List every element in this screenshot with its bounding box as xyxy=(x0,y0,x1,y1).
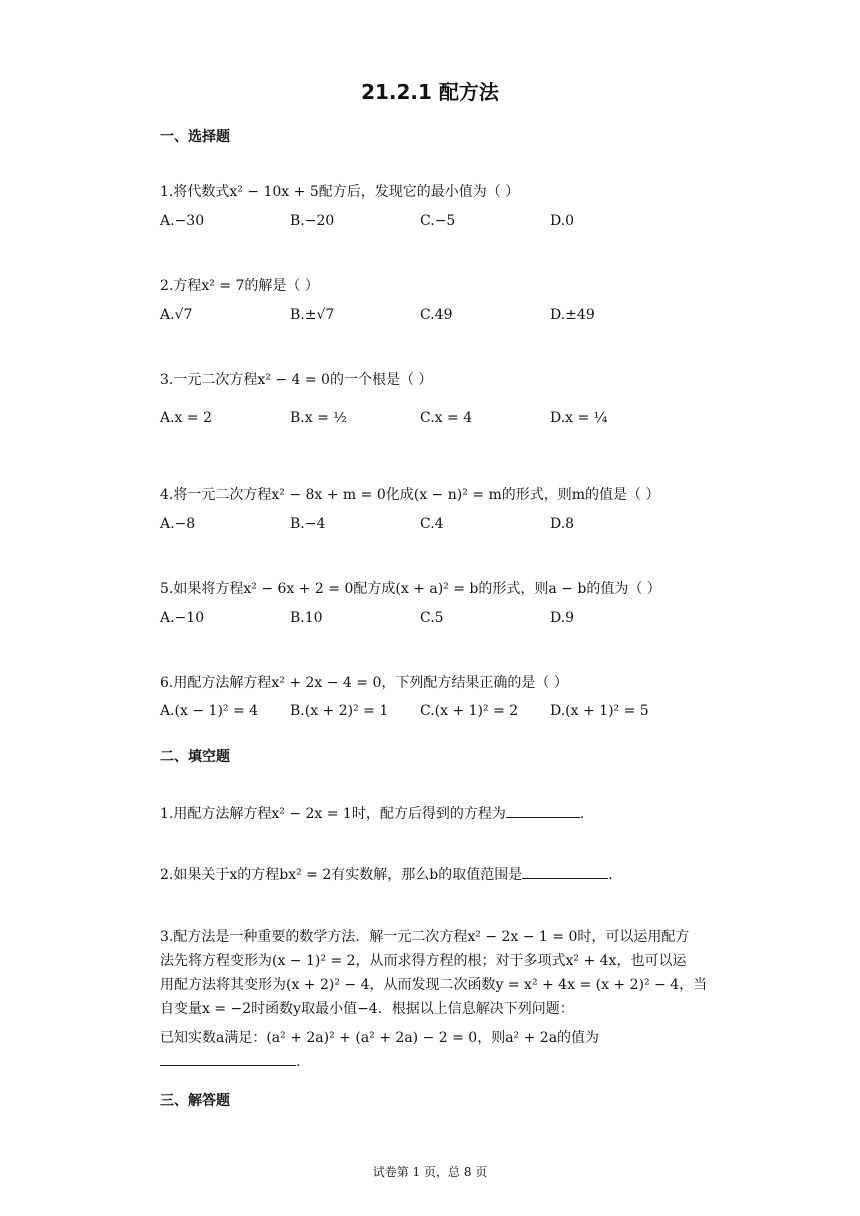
option-d: D.x = ¼ xyxy=(550,410,608,426)
option-a: A.x = 2 xyxy=(160,410,212,426)
choice-question-1-stem: 1.将代数式x² − 10x + 5配方后，发现它的最小值为（ ） xyxy=(160,184,520,200)
option-b: B.−4 xyxy=(290,516,326,532)
section-heading-choice: 一、选择题 xyxy=(160,129,230,145)
option-c: C.49 xyxy=(420,307,453,323)
option-b: B.x = ½ xyxy=(290,410,347,426)
option-b: B.10 xyxy=(290,610,323,626)
option-c: C.5 xyxy=(420,610,444,626)
option-b: B.±√7 xyxy=(290,307,335,323)
page-title: 21.2.1 配方法 xyxy=(361,80,499,104)
option-a: A.−8 xyxy=(160,516,196,532)
choice-question-6-stem: 6.用配方法解方程x² + 2x − 4 = 0，下列配方结果正确的是（ ） xyxy=(160,675,568,691)
option-b: B.−20 xyxy=(290,213,335,229)
fill-question-3-line-1: 3.配方法是一种重要的数学方法．解一元二次方程x² − 2x − 1 = 0时，可以运用配方 xyxy=(160,929,690,945)
option-d: D.0 xyxy=(550,213,575,229)
fill-question-3-end: . xyxy=(296,1054,301,1070)
choice-question-4-stem: 4.将一元二次方程x² − 8x + m = 0化成(x − n)² = m的形式，则m的值是（ ） xyxy=(160,487,660,503)
option-d: D.±49 xyxy=(550,307,595,323)
option-d: D.(x + 1)² = 5 xyxy=(550,703,649,719)
page-footer: 试卷第 1 页，总 8 页 xyxy=(372,1165,488,1179)
fill-question-3-line-4: 自变量x = −2时函数y取最小值−4．根据以上信息解决下列问题： xyxy=(160,1001,574,1017)
fill-question-2-stem: 2.如果关于x的方程bx² = 2有实数解，那么b的取值范围是 xyxy=(160,867,523,883)
fill-question-2-end: . xyxy=(608,867,613,883)
fill-question-3-line-5: 已知实数a满足：(a² + 2a)² + (a² + 2a) − 2 = 0，则a² + 2a的值为 xyxy=(160,1030,600,1046)
answer-blank xyxy=(506,803,580,818)
choice-question-2-stem: 2.方程x² = 7的解是（ ） xyxy=(160,278,319,294)
answer-blank xyxy=(160,1051,296,1066)
option-a: A.−30 xyxy=(160,213,205,229)
section-heading-answer: 三、解答题 xyxy=(160,1093,230,1109)
option-c: C.(x + 1)² = 2 xyxy=(420,703,519,719)
option-a: A.−10 xyxy=(160,610,205,626)
option-d: D.9 xyxy=(550,610,575,626)
option-a: A.√7 xyxy=(160,307,193,323)
option-b: B.(x + 2)² = 1 xyxy=(290,703,389,719)
option-c: C.−5 xyxy=(420,213,456,229)
option-c: C.x = 4 xyxy=(420,410,473,426)
option-d: D.8 xyxy=(550,516,575,532)
fill-question-1-end: . xyxy=(579,806,585,822)
fill-question-3-answer-line xyxy=(160,1051,300,1070)
section-heading-fill: 二、填空题 xyxy=(160,749,230,765)
fill-question-1 xyxy=(160,803,584,823)
option-c: C.4 xyxy=(420,516,444,532)
fill-question-3-line-3: 用配方法将其变形为(x + 2)² − 4，从而发现二次函数y = x² + 4x = (x + 2)² − 4，当 xyxy=(160,977,708,993)
fill-question-1-stem: 1.用配方法解方程x² − 2x = 1时，配方后得到的方程为 xyxy=(160,806,506,822)
answer-blank xyxy=(522,864,608,879)
choice-question-3-stem: 3.一元二次方程x² − 4 = 0的一个根是（ ） xyxy=(160,372,433,388)
fill-question-2 xyxy=(160,864,613,884)
option-a: A.(x − 1)² = 4 xyxy=(160,703,259,719)
fill-question-3-line-2: 法先将方程变形为(x − 1)² = 2，从而求得方程的根；对于多项式x² + 4x，也可以运 xyxy=(160,953,687,969)
choice-question-5-stem: 5.如果将方程x² − 6x + 2 = 0配方成(x + a)² = b的形式，则a − b的值为（ ） xyxy=(160,581,661,597)
